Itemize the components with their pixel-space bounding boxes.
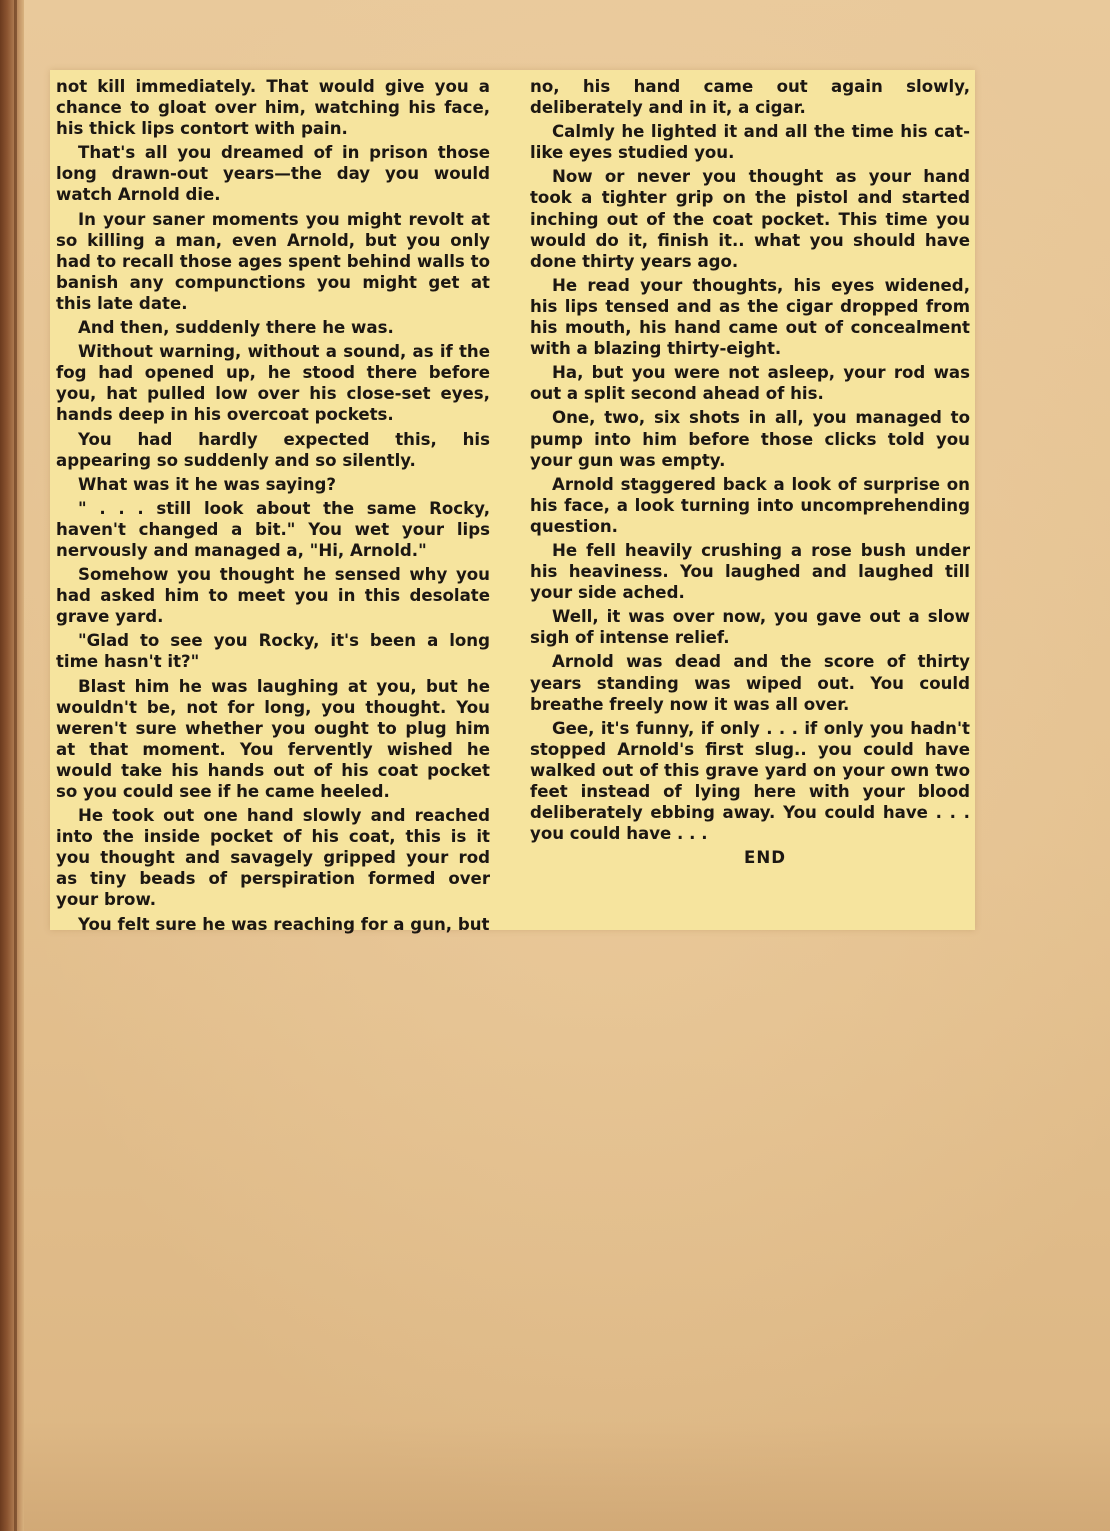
spine-crease: [14, 0, 17, 1531]
paragraph: not kill immediately. That would give you a chance to gloat over him, watching his face, his thick lips contort with pain.: [56, 77, 490, 139]
paragraph: Gee, it's funny, if only . . . if only you hadn't stopped Arnold's first slug.. you could have walked out of this grave yard on your own two feet instead of lying here with your blood deliberately ebbing away. You could have . . . you could have . . .: [530, 718, 970, 844]
paragraph: Without warning, without a sound, as if the fog had opened up, he stood there before you, hat pulled low over his close-set eyes, hands deep in his overcoat pockets.: [56, 342, 490, 425]
paragraph: He took out one hand slowly and reached into the inside pocket of his coat, this is it you thought and savagely gripped your rod as tiny beads of perspiration formed over your brow.: [56, 806, 490, 910]
paragraph: He fell heavily crushing a rose bush under his heaviness. You laughed and laughed till your side ached.: [530, 540, 970, 603]
paragraph: That's all you dreamed of in prison those long drawn-out years—the day you would watch Arnold die.: [56, 143, 490, 205]
paragraph: Arnold was dead and the score of thirty years standing was wiped out. You could breathe freely now it was all over.: [530, 652, 970, 714]
paragraph: You felt sure he was reaching for a gun, but: [78, 914, 490, 934]
paragraph: Somehow you thought he sensed why you had asked him to meet you in this desolate grave yard.: [56, 565, 490, 627]
paragraph: Well, it was over now, you gave out a slow sigh of intense relief.: [530, 607, 970, 648]
paragraph: What was it he was saying?: [78, 474, 337, 494]
paragraph: You had hardly expected this, his appearing so suddenly and so silently.: [56, 429, 490, 470]
page-spine: [0, 0, 24, 1531]
paragraph: One, two, six shots in all, you managed to pump into him before those clicks told you your gun was empty.: [530, 408, 970, 470]
page-stain: [24, 1421, 1110, 1531]
paragraph: Arnold staggered back a look of surprise on his face, a look turning into uncomprehending question.: [530, 474, 970, 536]
paragraph: " . . . still look about the same Rocky, haven't changed a bit." You wet your lips nervously and managed a, "Hi, Arnold.": [56, 498, 490, 560]
paragraph: In your saner moments you might revolt at so killing a man, even Arnold, but you only had to recall those ages spent behind walls to banish any compunctions you might get at this late date.: [56, 209, 490, 313]
left-text-column: [56, 76, 490, 938]
paragraph: no, his hand came out again slowly, deliberately and in it, a cigar.: [530, 77, 970, 118]
paragraph: And then, suddenly there he was.: [78, 318, 394, 338]
paragraph: Now or never you thought as your hand took a tighter grip on the pistol and started inching out of the coat pocket. This time you would do it, finish it.. what you should have done thirty years ago.: [530, 167, 970, 271]
paragraph: "Glad to see you Rocky, it's been a long time hasn't it?": [56, 631, 490, 672]
right-text-column: [530, 76, 970, 868]
end-mark: END: [744, 848, 786, 868]
paragraph: He read your thoughts, his eyes widened, his lips tensed and as the cigar dropped from his mouth, his hand came out of concealment with a blazing thirty-eight.: [530, 275, 970, 359]
paragraph: Ha, but you were not asleep, your rod was out a split second ahead of his.: [530, 363, 970, 404]
paragraph: Blast him he was laughing at you, but he wouldn't be, not for long, you thought. You weren't sure whether you ought to plug him at that moment. You fervently wished he would take his hands out of his coat pocket so you could see if he came heeled.: [56, 676, 490, 801]
paragraph: Calmly he lighted it and all the time his cat-like eyes studied you.: [530, 122, 970, 163]
